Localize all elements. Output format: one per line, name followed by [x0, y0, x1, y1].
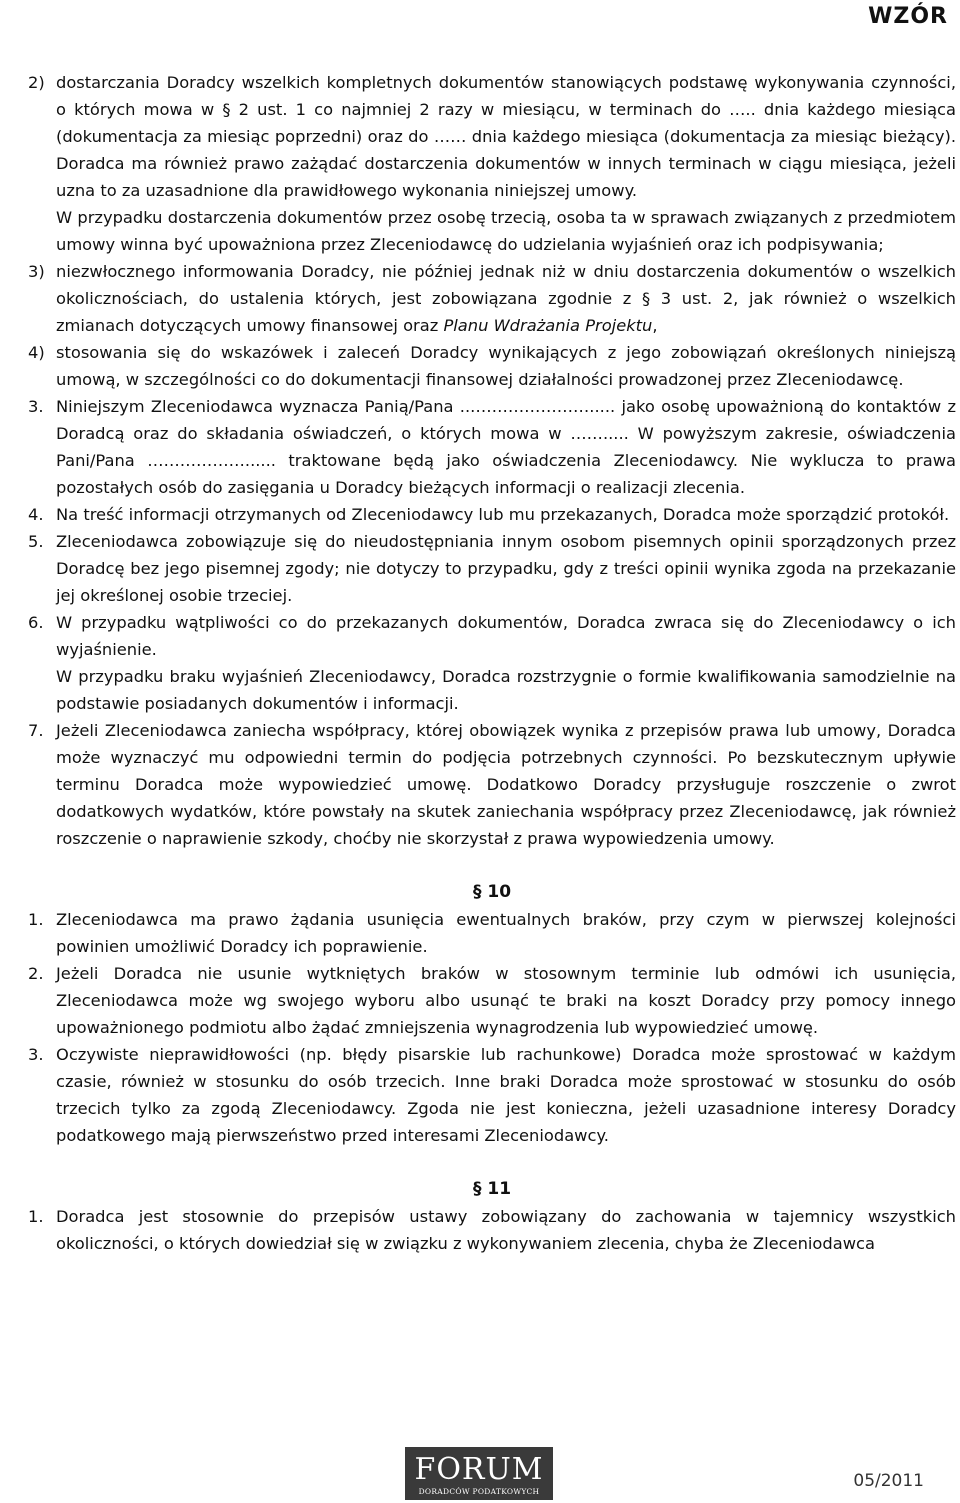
section-mark: §	[472, 882, 482, 902]
point-text: Zleceniodawca ma prawo żądania usunięcia ewentualnych braków, przy czym w pierwszej kolejności powinien umożliwić Doradcy ich poprawienie.	[56, 910, 956, 956]
point-number: 7.	[28, 721, 44, 740]
logo-subtitle: DORADCÓW PODATKOWYCH	[418, 1487, 540, 1496]
section-number: 11	[487, 1179, 512, 1199]
point-text: Jeżeli Doradca nie usunie wytkniętych braków w stosownym terminie lub odmówi ich usunięcia, Zleceniodawca może wg swojego wyboru albo usunąć te braki na koszt Doradcy przy pomocy innego upoważnionego podmiotu albo żądać zmniejszenia wynagrodzenia lub wypowiedzieć umowę.	[56, 964, 956, 1037]
paragraph-point-4	[28, 501, 956, 528]
footer-date: 05/2011	[853, 1471, 924, 1491]
document-body	[28, 69, 956, 1257]
point-text: Doradca jest stosownie do przepisów ustawy zobowiązany do zachowania w tajemnicy wszystkich okoliczności, o których dowiedział się w związku z wykonywaniem zlecenia, chyba że Zleceniodawca	[56, 1207, 956, 1253]
list-item-2	[28, 69, 956, 258]
list-item-number: 4)	[28, 343, 45, 362]
section-number: 10	[487, 882, 512, 902]
paragraph-point-7	[28, 717, 956, 852]
section-heading-11	[28, 1176, 956, 1203]
list-item-text	[56, 258, 956, 339]
section-10-point-3	[28, 1041, 956, 1149]
logo-title: FORUM	[414, 1452, 544, 1487]
section-mark: §	[472, 1179, 482, 1199]
list-item-3	[28, 258, 956, 339]
document-header-label: WZÓR	[868, 4, 948, 29]
paragraph-point-5	[28, 528, 956, 609]
point-number: 1.	[28, 1207, 44, 1226]
point-text-continued: W przypadku braku wyjaśnień Zleceniodawcy, Doradca rozstrzygnie o formie kwalifikowania samodzielnie na podstawie posiadanych dokumentów i informacji.	[56, 667, 956, 713]
point-number: 3.	[28, 1045, 44, 1064]
point-text: Oczywiste nieprawidłowości (np. błędy pisarskie lub rachunkowe) Doradca może sprostować w każdym czasie, również w stosunku do osób trzecich. Inne braki Doradca może sprostować w stosunku do osób trzecich tylko za zgodą Zleceniodawcy. Zgoda nie jest konieczna, jeżeli uzasadnione interesy Doradcy podatkowego mają pierwszeństwo przed interesami Zleceniodawcy.	[56, 1045, 956, 1145]
list-item-text-end: ,	[652, 316, 658, 335]
list-item-number: 3)	[28, 262, 45, 281]
section-heading-10	[28, 879, 956, 906]
point-text: Na treść informacji otrzymanych od Zleceniodawcy lub mu przekazanych, Doradca może sporządzić protokół.	[56, 505, 950, 524]
point-number: 3.	[28, 397, 44, 416]
list-item-text: stosowania się do wskazówek i zaleceń Doradcy wynikających z jego zobowiązań określonych niniejszą umową, w szczególności co do dokumentacji finansowej działalności prowadzonej przez Zleceniodawcę.	[56, 343, 956, 389]
point-text: Jeżeli Zleceniodawca zaniecha współpracy, której obowiązek wynika z przepisów prawa lub umowy, Doradca może wyznaczyć mu odpowiedni termin do podjęcia potrzebnych czynności. Po bezskutecznym upływie terminu Doradca może wypowiedzieć umowę. Dodatkowo Doradcy przysługuje roszczenie o zwrot dodatkowych wydatków, które powstały na skutek zaniechania współpracy przez Zleceniodawcę, jak również roszczenie o naprawienie szkody, choćby nie skorzystał z prawa wypowiedzenia umowy.	[56, 721, 956, 848]
list-item-text-main: niezwłocznego informowania Doradcy, nie później jednak niż w dniu dostarczenia dokumentów o wszelkich okolicznościach, do ustalenia których, jest zobowiązana zgodnie z § 3 ust. 2, jak również o wszelkich zmianach dotyczących umowy finansowej oraz	[56, 262, 956, 335]
point-number: 4.	[28, 505, 44, 524]
point-number: 2.	[28, 964, 44, 983]
point-number: 1.	[28, 910, 44, 929]
list-item-4	[28, 339, 956, 393]
forum-logo	[405, 1447, 553, 1500]
list-item-text: dostarczania Doradcy wszelkich kompletnych dokumentów stanowiących podstawę wykonywania czynności, o których mowa w § 2 ust. 1 co najmniej 2 razy w miesiącu, w terminach do ….. dnia każdego miesiąca (dokumentacja za miesiąc poprzedni) oraz do …… dnia każdego miesiąca (dokumentacja za miesiąc bieżący). Doradca ma również prawo zażądać dostarczenia dokumentów w innych terminach w ciągu miesiąca, jeżeli uzna to za uzasadnione dla prawidłowego wykonania niniejszej umowy.	[56, 73, 956, 200]
section-10-point-2	[28, 960, 956, 1041]
point-text: Niniejszym Zleceniodawca wyznacza Panią/Pana ...…………………..... jako osobę upoważnioną do kontaktów z Doradcą oraz do składania oświadczeń, o których mowa w ……..... W powyższym zakresie, oświadczenia Pani/Pana ………………...... traktowane będą jako oświadczenia Zleceniodawcy. Nie wyklucza to prawa pozostałych osób do zasięgania u Doradcy bieżących informacji o realizacji zlecenia.	[56, 397, 956, 497]
point-number: 5.	[28, 532, 44, 551]
paragraph-point-3	[28, 393, 956, 501]
point-text: W przypadku wątpliwości co do przekazanych dokumentów, Doradca zwraca się do Zleceniodawcy o ich wyjaśnienie.	[56, 613, 956, 659]
paragraph-point-6	[28, 609, 956, 717]
point-number: 6.	[28, 613, 44, 632]
point-text: Zleceniodawca zobowiązuje się do nieudostępniania innym osobom pisemnych opinii sporządzonych przez Doradcę bez jego pisemnej zgody; nie dotyczy to przypadku, gdy z treści opinii wynika zgoda na przekazanie jej określonej osobie trzeciej.	[56, 532, 956, 605]
list-item-text-continued: W przypadku dostarczenia dokumentów przez osobę trzecią, osoba ta w sprawach związanych z przedmiotem umowy winna być upoważniona przez Zleceniodawcę do udzielania wyjaśnień oraz ich podpisywania;	[56, 208, 956, 254]
plan-title-italic: Planu Wdrażania Projektu	[443, 316, 653, 335]
section-11-point-1	[28, 1203, 956, 1257]
list-item-number: 2)	[28, 73, 45, 92]
section-10-point-1	[28, 906, 956, 960]
